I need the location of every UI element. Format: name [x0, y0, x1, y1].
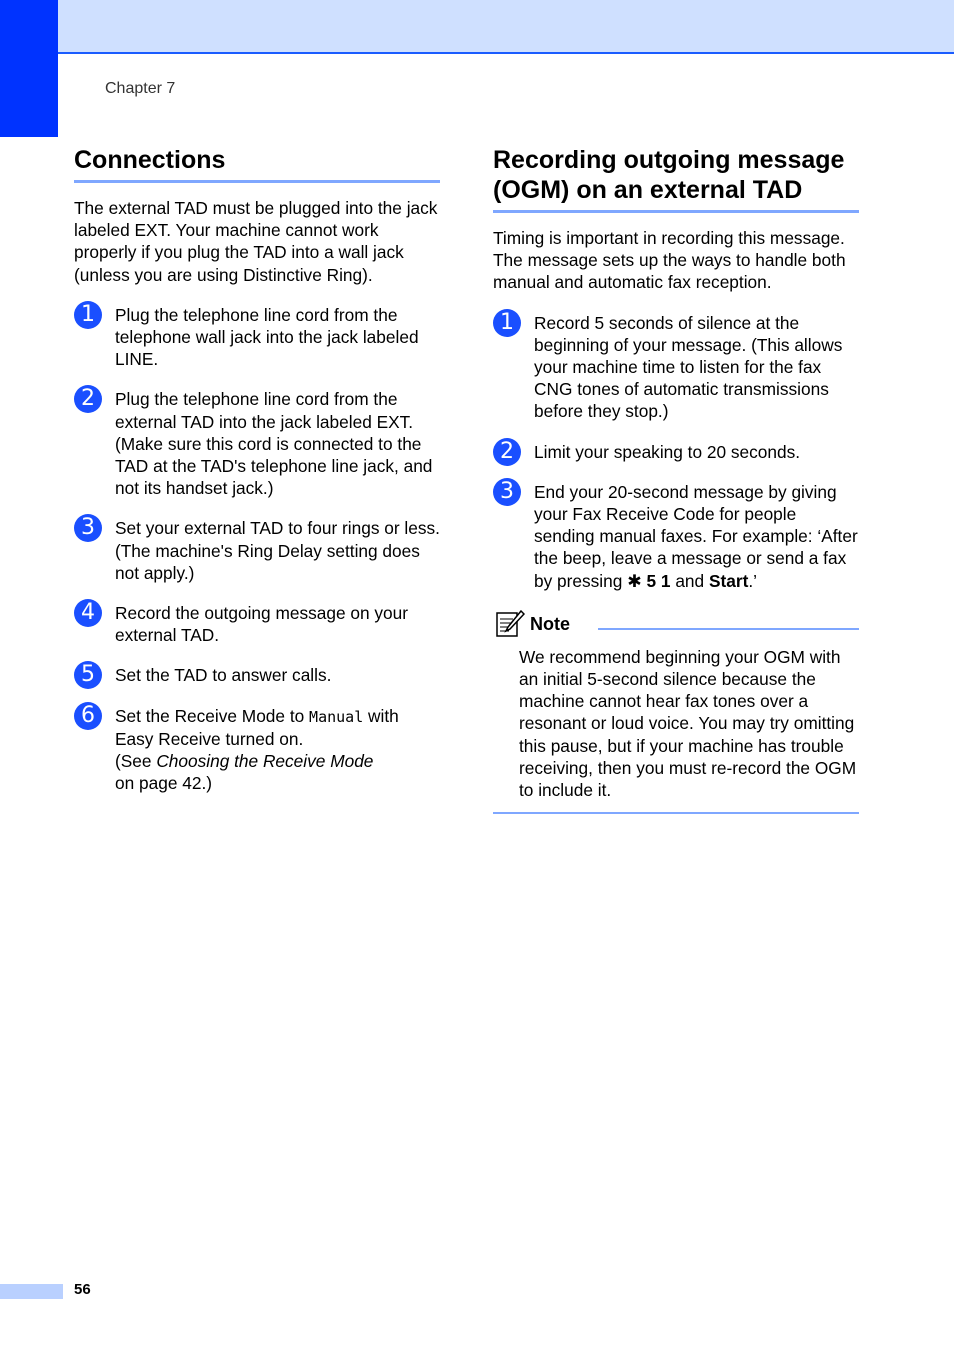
note-title: Note: [530, 613, 570, 634]
step-text: Record 5 seconds of silence at the beginning of your message. (This allows your machine time to listen for the fax CNG tones of automatic transmissions before they stop.): [534, 312, 843, 422]
step-number-badge: 4: [74, 599, 102, 627]
step-text: Record the outgoing message on your external TAD.: [115, 603, 409, 646]
step-text: Limit your speaking to 20 seconds.: [534, 441, 801, 462]
step-number-badge: 1: [493, 309, 521, 337]
note-bottom-rule: [493, 812, 859, 814]
step-text-middle: with Easy Receive turned on.: [115, 705, 399, 749]
step-number-badge: 5: [74, 661, 102, 689]
header-band: [0, 0, 954, 54]
ogm-steps: [493, 309, 859, 592]
see-prefix: (See: [115, 751, 157, 772]
ogm-intro: Timing is important in recording this message. The message sets up the ways to handle both manual and automatic fax reception.: [493, 228, 846, 293]
step-number-badge: 6: [74, 702, 102, 730]
note-box: [493, 610, 859, 814]
step-number-badge: 3: [74, 514, 102, 542]
start-key-label: Start: [708, 570, 749, 591]
footer-band: [0, 1284, 63, 1299]
step-text: Set your external TAD to four rings or less. (The machine's Ring Delay setting does not apply.): [115, 518, 440, 583]
step-text-prefix: Set the Receive Mode to: [115, 705, 310, 726]
step-text: End your 20-second message by giving your Fax Receive Code for people sending manual faxes. For example: ‘After the beep, leave a message or send a fax by pressing: [534, 481, 858, 591]
step-text-end: .’: [748, 570, 757, 591]
connections-intro: The external TAD must be plugged into the jack labeled EXT. Your machine cannot work properly if you plug the TAD into a wall jack (unless you are using Distinctive Ring).: [74, 198, 438, 285]
note-header: [493, 610, 859, 640]
chapter-tab: [0, 0, 58, 137]
list-item: [74, 301, 440, 371]
step-text-and: and: [670, 570, 709, 591]
right-column: [493, 145, 859, 814]
chapter-label: Chapter 7: [105, 80, 176, 97]
page-number: 56: [74, 1281, 91, 1298]
left-column: [74, 145, 440, 794]
note-pencil-icon: [495, 610, 525, 638]
list-item: [74, 602, 440, 646]
list-item: [74, 664, 440, 686]
step-text: Set the TAD to answer calls.: [115, 665, 332, 686]
step-number-badge: 1: [74, 301, 102, 329]
star-key-icon: ✱: [627, 570, 642, 591]
step-number-badge: 3: [493, 478, 521, 506]
list-item: [493, 309, 859, 423]
section-title-connections: Connections: [74, 145, 440, 183]
list-item: [74, 517, 440, 584]
receive-mode-value: Manual: [309, 707, 364, 726]
list-item: [74, 702, 440, 795]
note-divider: [598, 628, 859, 630]
step-text: Plug the telephone line cord from the telephone wall jack into the jack labeled LINE.: [115, 304, 419, 370]
list-item: [74, 388, 440, 499]
connections-steps: [74, 301, 440, 795]
section-title-ogm: Recording outgoing message (OGM) on an external TAD: [493, 145, 859, 213]
step-number-badge: 2: [493, 438, 521, 466]
step-text: Plug the telephone line cord from the external TAD into the jack labeled EXT. (Make sure this cord is connected to the TAD at the TAD's telephone line jack, and not its handset jack.): [115, 389, 433, 499]
cross-reference-link[interactable]: Choosing the Receive Mode: [156, 751, 374, 772]
note-text: We recommend beginning your OGM with an initial 5-second silence because the machine cannot hear fax tones over a resonant or loud voice. You may try omitting this pause, but if your machine has trouble receiving, then you must re-record the OGM to include it.: [519, 646, 857, 801]
fax-receive-code: 5 1: [646, 570, 671, 591]
page-reference: on page 42.): [115, 773, 213, 794]
list-item: [493, 478, 859, 592]
list-item: [493, 438, 859, 464]
step-number-badge: 2: [74, 385, 102, 413]
